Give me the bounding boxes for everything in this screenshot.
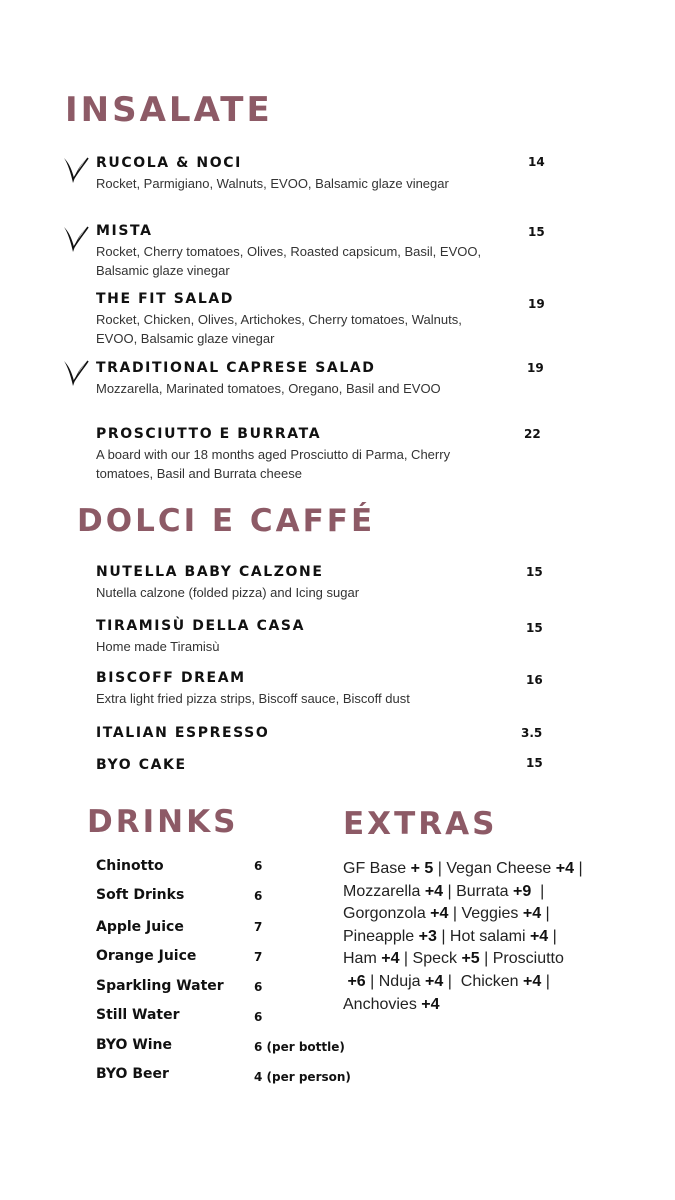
drink-price: 7 <box>254 950 263 964</box>
extra-price: +4 <box>529 927 549 945</box>
extra-name: Chicken <box>460 972 519 990</box>
item-name: BYO CAKE <box>96 757 187 773</box>
item-price: 16 <box>526 673 543 687</box>
drink-name: Apple Juice <box>96 919 184 935</box>
drink-name: Still Water <box>96 1007 180 1023</box>
item-price: 14 <box>528 155 545 169</box>
item-description: Nutella calzone (folded pizza) and Icing sugar <box>96 585 360 600</box>
dolci-e-caffe-title: DOLCI E CAFFÉ <box>77 503 376 539</box>
drink-price: 7 <box>254 920 263 934</box>
extra-name: Hot salami <box>449 927 526 945</box>
extra-name: Nduja <box>378 972 421 990</box>
item-description: A board with our 18 months aged Prosciutto di Parma, Cherry tomatoes, Basil and Burrata cheese <box>96 447 451 481</box>
menu-item-italian-espresso <box>96 724 556 742</box>
extra-name: Gorgonzola <box>343 905 426 923</box>
extras-title: EXTRAS <box>343 806 498 842</box>
extra-name: Anchovies <box>343 995 417 1013</box>
insalate-title: INSALATE <box>65 90 273 130</box>
extra-price: +4 <box>425 972 444 990</box>
menu-item-rucola-e-noci <box>96 154 556 193</box>
menu-item-prosciutto-e-burrata <box>96 425 556 483</box>
menu-item-the-fit-salad <box>96 290 556 348</box>
extra-name: Burrata <box>456 882 509 900</box>
vegetarian-leaf-icon <box>62 156 90 186</box>
item-name: MISTA <box>96 223 153 239</box>
extra-name: Veggies <box>461 905 519 923</box>
item-name: THE FIT SALAD <box>96 291 234 307</box>
extras-list: GF Base + 5 | Vegan Cheese +4 | Mozzarella +4 | Burrata +9 | Gorgonzola +4 | Veggies +4 | Pineapple +3 | Hot salami +4 | Ham +4 | Speck +5 | Prosciutto +6 | Nduja +4 | Chicken +4 | Anchovies +4 <box>343 860 583 1013</box>
item-price: 15 <box>526 621 543 635</box>
item-name: TRADITIONAL CAPRESE SALAD <box>96 360 376 376</box>
drink-price: 6 (per bottle) <box>254 1040 345 1054</box>
extra-name: Vegan Cheese <box>446 860 552 877</box>
item-price: 19 <box>527 361 544 375</box>
drink-price: 4 (per person) <box>254 1070 351 1084</box>
vegetarian-leaf-icon <box>62 359 90 389</box>
drink-name: Soft Drinks <box>96 887 185 903</box>
extra-price: +4 <box>430 905 449 923</box>
item-name: BISCOFF DREAM <box>96 670 246 686</box>
extra-name: Mozzarella <box>343 882 421 900</box>
extra-price: +3 <box>418 927 437 945</box>
extra-name: Ham <box>343 950 377 968</box>
drink-name: BYO Beer <box>96 1066 169 1082</box>
item-description: Mozzarella, Marinated tomatoes, Oregano, Basil and EVOO <box>96 381 441 396</box>
drink-name: Chinotto <box>96 858 164 874</box>
item-description: Rocket, Parmigiano, Walnuts, EVOO, Balsamic glaze vinegar <box>96 176 449 191</box>
item-name: NUTELLA BABY CALZONE <box>96 564 324 580</box>
item-name: ITALIAN ESPRESSO <box>96 725 270 741</box>
item-name: PROSCIUTTO E BURRATA <box>96 426 322 442</box>
item-description: Rocket, Chicken, Olives, Artichokes, Cherry tomatoes, Walnuts, EVOO, Balsamic glaze vinegar <box>96 312 462 346</box>
drink-name: BYO Wine <box>96 1037 173 1053</box>
extra-name: Pineapple <box>343 927 415 945</box>
item-name: RUCOLA & NOCI <box>96 155 242 171</box>
menu-item-tiramisu-della-casa <box>96 617 556 656</box>
drink-name: Sparkling Water <box>96 978 224 994</box>
extra-price: +9 <box>513 882 532 900</box>
extra-price: +4 <box>522 905 542 923</box>
menu-item-biscoff-dream <box>96 669 556 708</box>
drinks-title: DRINKS <box>87 804 239 840</box>
drink-price: 6 <box>254 980 263 994</box>
menu-item-mista <box>96 222 556 280</box>
extra-price: +4 <box>555 860 575 877</box>
item-price: 15 <box>526 565 543 579</box>
extra-price: +4 <box>421 995 440 1013</box>
extra-price: + 5 <box>410 860 434 877</box>
extra-price: +4 <box>424 882 444 900</box>
item-price: 22 <box>524 427 541 441</box>
extra-price: +4 <box>381 950 400 968</box>
drink-price: 6 <box>254 1010 263 1024</box>
item-price: 19 <box>528 297 545 311</box>
extra-name: Prosciutto <box>492 950 564 968</box>
item-description: Rocket, Cherry tomatoes, Olives, Roasted capsicum, Basil, EVOO, Balsamic glaze vinegar <box>96 244 482 278</box>
extra-price: +6 <box>347 972 366 990</box>
extra-price: +4 <box>523 972 542 990</box>
menu-item-traditional-caprese-salad <box>96 359 556 398</box>
item-description: Extra light fried pizza strips, Biscoff sauce, Biscoff dust <box>96 691 410 706</box>
drink-price: 6 <box>254 889 263 903</box>
menu-item-nutella-baby-calzone <box>96 563 556 602</box>
vegetarian-leaf-icon <box>62 225 90 255</box>
item-price: 15 <box>526 756 543 770</box>
item-name: TIRAMISÙ DELLA CASA <box>96 618 306 634</box>
item-price: 3.5 <box>521 726 543 740</box>
menu-item-byo-cake <box>96 756 556 774</box>
drink-price: 6 <box>254 859 263 873</box>
extra-name: Speck <box>412 950 457 968</box>
drink-name: Orange Juice <box>96 948 197 964</box>
item-description: Home made Tiramisù <box>96 639 220 654</box>
extra-price: +5 <box>461 950 480 968</box>
item-price: 15 <box>528 225 545 239</box>
extra-name: GF Base <box>343 860 407 877</box>
